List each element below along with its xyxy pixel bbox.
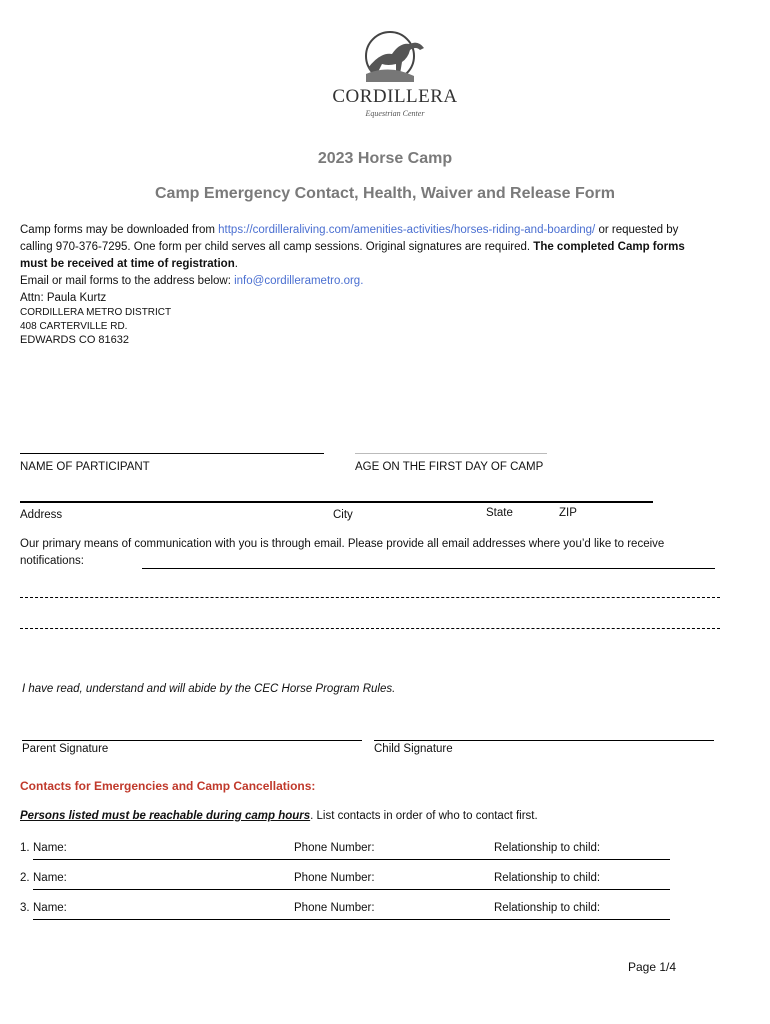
contact-relationship-label: Relationship to child:	[494, 902, 601, 914]
contact-entry-line[interactable]	[33, 919, 670, 920]
communication-paragraph: Our primary means of communication with you is through email. Please provide all email addresses where you’d like to receive notifications:	[20, 538, 665, 567]
contact-number: 2.	[20, 872, 30, 884]
email-address-line-1[interactable]	[142, 568, 715, 569]
contact-phone-label: Phone Number:	[294, 842, 375, 854]
address-line-2: 408 CARTERVILLE RD.	[20, 321, 128, 332]
logo-wordmark: CORDILLERA	[332, 86, 458, 107]
contacts-heading: Contacts for Emergencies and Camp Cancellations:	[20, 779, 316, 793]
intro-text-3: .	[234, 258, 238, 270]
page-number: Page 1/4	[628, 960, 677, 974]
address-line-1: CORDILLERA METRO DISTRICT	[20, 307, 172, 318]
contact-relationship-label: Relationship to child:	[494, 872, 601, 884]
intro-text-2: or requested by calling 970-376-7295. One form per child serves all camp sessions. Original signatures are required.	[20, 224, 679, 253]
contact-number: 3.	[20, 902, 30, 914]
contacts-requirement: Persons listed must be reachable during camp hours	[20, 810, 311, 822]
rules-statement: I have read, understand and will abide by the CEC Horse Program Rules.	[22, 683, 396, 695]
attn-line: Attn: Paula Kurtz	[20, 292, 107, 304]
download-link[interactable]: https://cordilleraliving.com/amenities-activities/horses-riding-and-boarding/	[218, 224, 596, 236]
zip-label: ZIP	[559, 507, 577, 519]
state-label: State	[486, 507, 513, 519]
participant-name-line[interactable]	[20, 453, 324, 454]
contacts-order-note: . List contacts in order of who to contact first.	[310, 810, 538, 822]
parent-signature-label: Parent Signature	[22, 743, 109, 755]
contact-name-label: Name:	[33, 872, 67, 884]
email-link[interactable]: info@cordillerametro.org.	[234, 275, 364, 287]
address-label: Address	[20, 509, 63, 521]
parent-signature-line[interactable]	[22, 740, 362, 741]
intro-bold-text: The completed Camp forms must be received at time of registration	[20, 241, 685, 270]
city-label: City	[333, 509, 353, 521]
child-signature-label: Child Signature	[374, 743, 453, 755]
intro-text-1: Camp forms may be downloaded from	[20, 224, 219, 236]
contact-row	[20, 842, 670, 860]
document-subtitle: Camp Emergency Contact, Health, Waiver and Release Form	[155, 185, 615, 202]
document-title: 2023 Horse Camp	[317, 150, 453, 167]
logo-subtitle: Equestrian Center	[365, 109, 425, 118]
participant-label: NAME OF PARTICIPANT	[20, 461, 150, 473]
age-label: AGE ON THE FIRST DAY OF CAMP	[355, 461, 544, 473]
contact-row	[20, 872, 670, 890]
contact-name-label: Name:	[33, 902, 67, 914]
age-line[interactable]	[355, 453, 547, 454]
contact-phone-label: Phone Number:	[294, 902, 375, 914]
address-line-3: EDWARDS CO 81632	[20, 334, 130, 346]
email-address-line-3[interactable]	[20, 628, 720, 629]
contact-entry-line[interactable]	[33, 889, 670, 890]
child-signature-line[interactable]	[374, 740, 714, 741]
contact-relationship-label: Relationship to child:	[494, 842, 601, 854]
contact-phone-label: Phone Number:	[294, 872, 375, 884]
contact-name-label: Name:	[33, 842, 67, 854]
contact-row	[20, 902, 670, 920]
intro-email-text: Email or mail forms to the address below:	[20, 275, 235, 287]
contacts-instructions	[20, 810, 538, 822]
contact-number: 1.	[20, 842, 30, 854]
intro-paragraph	[20, 222, 710, 290]
contact-entry-line[interactable]	[33, 859, 670, 860]
address-line[interactable]	[20, 501, 653, 503]
email-address-line-2[interactable]	[20, 597, 720, 598]
